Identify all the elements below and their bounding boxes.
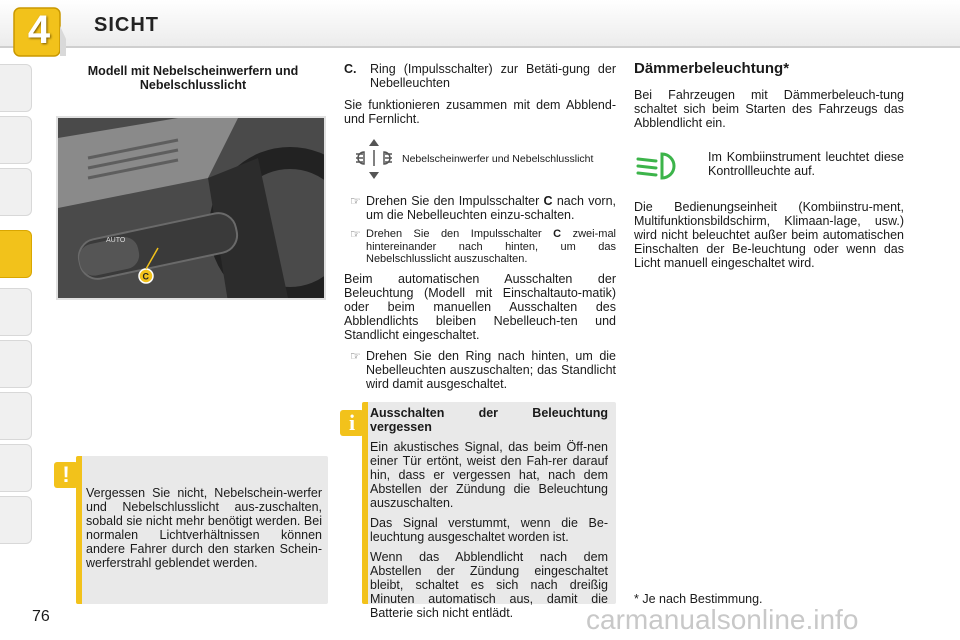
fog-light-icon xyxy=(354,138,394,180)
lamp-row xyxy=(634,150,904,182)
pointer-icon: ☞ xyxy=(350,227,361,241)
pointer-icon: ☞ xyxy=(350,194,361,208)
bullet-1-bold: C xyxy=(543,194,553,208)
c-definition xyxy=(344,62,616,90)
pointer-icon: ☞ xyxy=(350,348,361,363)
bullet-2-pre: Drehen Sie den Impulsschalter xyxy=(366,228,554,240)
fog-icon-row xyxy=(354,138,616,180)
chapter-badge xyxy=(12,6,66,60)
left-column xyxy=(58,64,328,92)
right-heading: Dämmerbeleuchtung* xyxy=(634,60,790,77)
bullet-1 xyxy=(344,194,616,222)
chapter-number: 4 xyxy=(27,8,51,52)
side-tab-9[interactable] xyxy=(0,496,32,544)
warning-icon: ! xyxy=(54,462,78,488)
info-icon: i xyxy=(340,410,364,436)
info-p1: Ein akustisches Signal, das beim Öff-nen einer Tür ertönt, weist den Fah-rer darauf hin, dass er vergessen hat, nach dem Abstellen der Zündung die Beleuchtung auszuschalten. xyxy=(370,440,608,510)
c-label: C. xyxy=(344,62,357,76)
info-p2: Das Signal verstummt, wenn die Be-leuchtung ausgeschaltet worden ist. xyxy=(370,516,608,544)
right-column xyxy=(634,62,904,277)
bullet-3 xyxy=(344,349,616,391)
info-text xyxy=(370,406,608,626)
left-heading-line1: Modell mit Nebelscheinwerfern und xyxy=(87,64,299,78)
watermark: carmanualsonline.info xyxy=(586,604,859,635)
bullet-1-post: nach vorn, um die Nebelleuchten einzu-schalten. xyxy=(366,194,616,222)
side-tabs xyxy=(0,64,34,574)
stalk-illustration xyxy=(58,118,326,300)
side-tab-4-active[interactable] xyxy=(0,230,32,278)
middle-para1: Sie funktionieren zusammen mit dem Abblend- und Fernlicht. xyxy=(344,98,616,126)
info-title: Ausschalten der Beleuchtung vergessen xyxy=(370,406,608,434)
right-para2: Die Bedienungseinheit (Kombiinstru-ment, Multifunktionsbildschirm, Klimaan-lage, usw.) wird nicht beleuchtet außer beim automatischen Einschalten der Be-leuchtung oder wenn das Licht manuell eingeschaltet wird. xyxy=(634,200,904,270)
side-tab-3[interactable] xyxy=(0,168,32,216)
auto-label: AUTO xyxy=(106,237,126,244)
left-heading-line2: Nebelschlusslicht xyxy=(139,78,247,92)
bullet-2-post: zwei-mal hintereinander nach hinten, um das Nebelschlusslicht auszuschalten. xyxy=(366,228,616,265)
fog-icon-caption: Nebelscheinwerfer und Nebelschlusslicht xyxy=(402,152,594,165)
c-text: Ring (Impulsschalter) zur Betäti-gung der Nebelleuchten xyxy=(370,62,616,90)
c-callout-label: C xyxy=(142,271,149,282)
side-tab-7[interactable] xyxy=(0,392,32,440)
bullet-1-text xyxy=(366,194,616,222)
right-para1: Bei Fahrzeugen mit Dämmerbeleuch-tung schaltet sich beim Starten des Fahrzeugs das Abblendlicht ein. xyxy=(634,88,904,130)
bullet-1-pre: Drehen Sie den Impulsschalter xyxy=(366,194,544,208)
side-tab-1[interactable] xyxy=(0,64,32,112)
bullet-2-bold: C xyxy=(553,228,562,240)
bullet-3-text: Drehen Sie den Ring nach hinten, um die Nebelleuchten auszuschalten; das Standlicht wird damit ausgeschaltet. xyxy=(366,348,616,391)
side-tab-6[interactable] xyxy=(0,340,32,388)
side-tab-2[interactable] xyxy=(0,116,32,164)
info-p3: Wenn das Abblendlicht nach dem Abstellen der Zündung eingeschaltet bleibt, schaltet es sich nach dreißig Minuten automatisch aus, damit die Batterie sich nicht entlädt. xyxy=(370,550,608,620)
warning-text: Vergessen Sie nicht, Nebelschein-werfer und Nebelschlusslicht aus-zuschalten, sobald sie nicht mehr benötigt werden. Bei normalen Lichtverhältnissen können andere Fahrer durch den starken Schein-werferstrahl geblendet werden. xyxy=(86,486,322,570)
middle-para2: Beim automatischen Ausschalten der Beleuchtung (Modell mit Einschaltauto-matik) oder beim manuellen Ausschalten des Abblendlichts bleiben Nebelleuch-ten und Standlicht eingeschaltet. xyxy=(344,271,616,342)
side-tab-5[interactable] xyxy=(0,288,32,336)
stalk-photo xyxy=(56,116,326,300)
middle-column xyxy=(344,62,616,397)
low-beam-indicator-icon xyxy=(634,150,684,182)
section-title: SICHT xyxy=(94,14,159,36)
side-tab-8[interactable] xyxy=(0,444,32,492)
bullet-2-text xyxy=(366,228,616,266)
footnote: * Je nach Bestimmung. xyxy=(634,592,763,606)
bullet-2 xyxy=(344,228,616,266)
lamp-text: Im Kombiinstrument leuchtet diese Kontrollleuchte auf. xyxy=(708,150,904,178)
page-number: 76 xyxy=(32,608,50,625)
